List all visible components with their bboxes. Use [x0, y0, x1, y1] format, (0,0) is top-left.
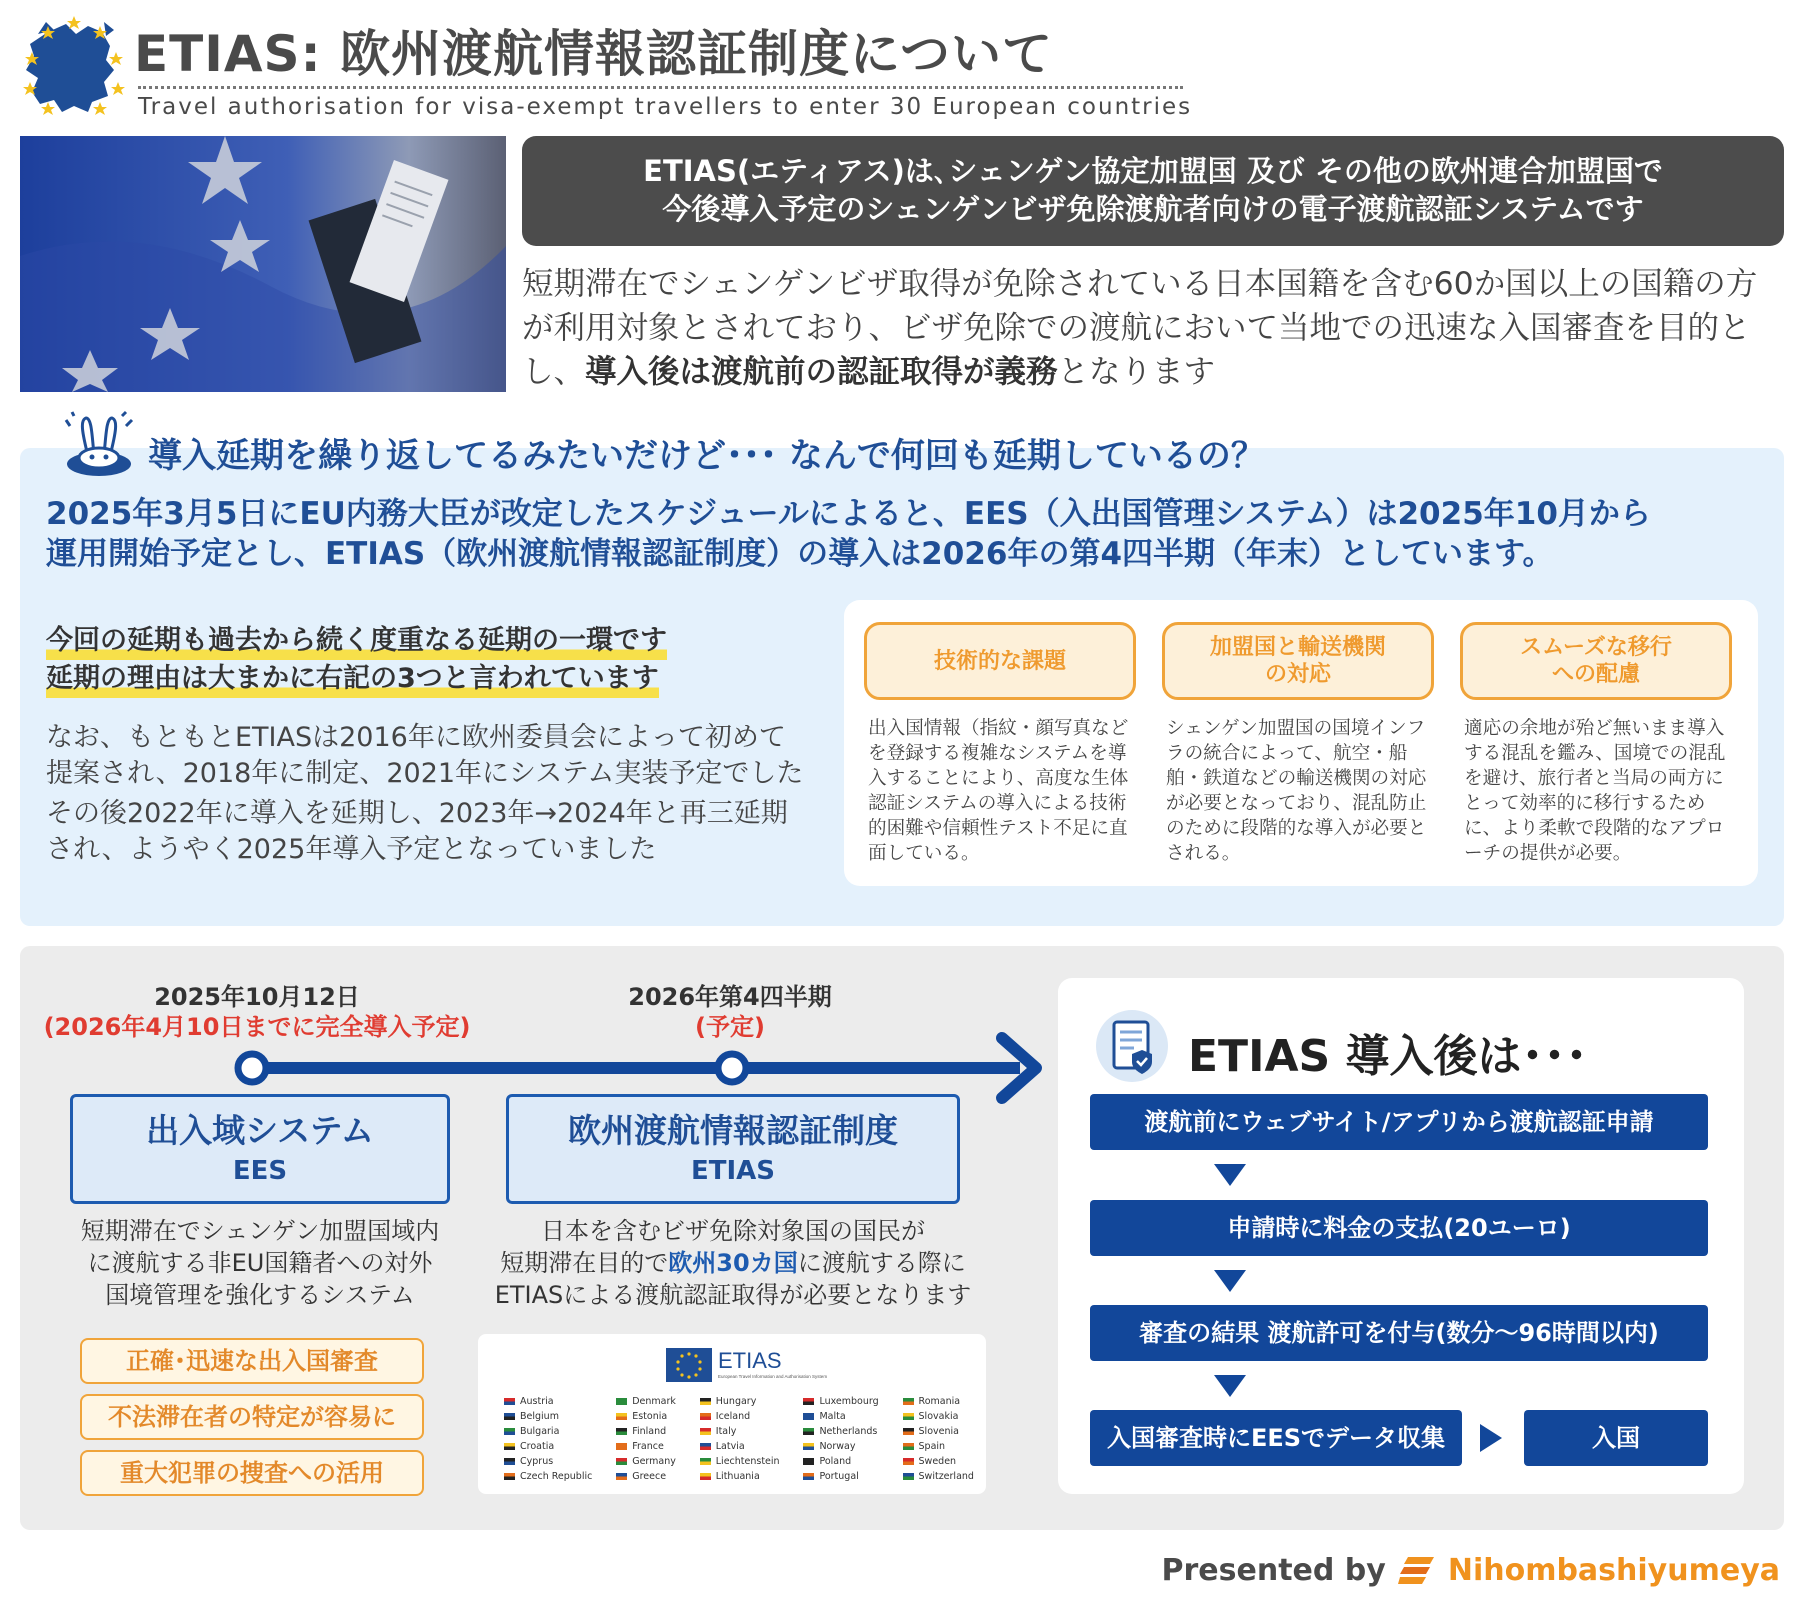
country-flag-icon	[803, 1443, 814, 1450]
country-item	[504, 1439, 592, 1454]
country-item	[700, 1394, 780, 1409]
country-item	[903, 1454, 974, 1469]
country-item	[616, 1439, 676, 1454]
step-entry: 入国	[1524, 1410, 1708, 1466]
flow-down-arrow	[1214, 1164, 1246, 1186]
date-note: (2026年4月10日までに完全導入予定)	[43, 1013, 471, 1041]
intro-banner	[522, 136, 1784, 246]
delay-lead-line1: 2025年3月5日にEU内務大臣が改定したスケジュールによると、EES（入出国管理システム）は2025年10月から	[46, 496, 1651, 532]
reason-title-line: 技術的な課題	[933, 648, 1066, 674]
country-flag-icon	[903, 1413, 914, 1420]
etias-desc-line	[468, 1247, 998, 1279]
country-flag-icon	[700, 1443, 711, 1450]
reason-description: 適応の余地が殆ど無いまま導入する混乱を鑑み、国境での混乱を避け、旅行者と当局の両方にとって効率的に移行するために、より柔軟で段階的なアプローチの提供が必要。	[1464, 718, 1726, 864]
etias-name: 欧州渡航情報認証制度	[568, 1111, 898, 1150]
ees-name: 出入域システム	[146, 1111, 374, 1150]
etias-countries-card	[478, 1334, 986, 1494]
country-flag-icon	[803, 1413, 814, 1420]
country-item	[803, 1424, 878, 1439]
history-line: 提案され、2018年に制定、2021年にシステム実装予定でした	[46, 758, 804, 789]
brand-name: Nihombashiyumeya	[1447, 1552, 1780, 1588]
flow-down-arrow	[1214, 1375, 1246, 1397]
country-flag-icon	[803, 1428, 814, 1435]
country-name: Malta	[819, 1411, 846, 1422]
intro-text-bold: 導入後は渡航前の認証取得が義務	[585, 354, 1058, 390]
country-name: Luxembourg	[819, 1396, 879, 1407]
etias-abbr: ETIAS	[690, 1156, 776, 1186]
document-shield-icon	[1094, 1008, 1170, 1084]
country-flag-icon	[504, 1413, 515, 1420]
country-flag-icon	[803, 1458, 814, 1465]
country-name: Liechtenstein	[715, 1456, 780, 1467]
country-item	[504, 1469, 592, 1484]
flow-down-arrow	[1214, 1270, 1246, 1292]
history-line: なお、もともとETIASは2016年に欧州委員会によって初めて	[46, 722, 786, 753]
intro-text-plain: 短期滞在でシェンゲンビザ取得が免除されている日本国籍を含む60か国以上の国籍の方が利用対象とされており、ビザ免除での渡航において当地での迅速な入国審査を目的とし、	[522, 266, 1758, 390]
intro-banner-line2: 今後導入予定のシェンゲンビザ免除渡航者向けの電子渡航認証システムです	[662, 192, 1644, 226]
after-etias-title: ETIAS 導入後は･･･	[1188, 1031, 1588, 1082]
country-item	[700, 1454, 780, 1469]
rabbit-mascot-icon	[60, 412, 138, 480]
ees-desc-line: 短期滞在でシェンゲン加盟国域内	[80, 1217, 440, 1245]
country-column	[903, 1394, 974, 1484]
country-item	[700, 1439, 780, 1454]
reason-technical	[864, 622, 1136, 866]
country-name: Lithuania	[715, 1471, 760, 1482]
delay-history-p2	[46, 796, 846, 868]
country-name: Iceland	[715, 1411, 751, 1422]
country-item	[700, 1469, 780, 1484]
country-name: Czech Republic	[520, 1471, 593, 1482]
country-item	[616, 1394, 676, 1409]
country-item	[903, 1439, 974, 1454]
country-name: Netherlands	[819, 1426, 878, 1437]
country-name: Hungary	[715, 1396, 757, 1407]
country-flag-icon	[616, 1473, 627, 1480]
country-flag-icon	[700, 1458, 711, 1465]
country-name: Norway	[819, 1441, 856, 1452]
country-name: Bulgaria	[520, 1426, 560, 1437]
country-item	[700, 1409, 780, 1424]
delay-history	[46, 720, 846, 868]
etias-desc-line: ETIASによる渡航認証取得が必要となります	[494, 1281, 972, 1309]
reason-title-line: 加盟国と輸送機関	[1209, 635, 1386, 660]
timeline-arrow	[230, 1028, 1060, 1102]
history-line: され、ようやく2025年導入予定となっていました	[46, 834, 657, 865]
country-flag-icon	[616, 1428, 627, 1435]
country-name: Romania	[918, 1396, 961, 1407]
country-name: Poland	[819, 1456, 852, 1467]
step-review-approval: 審査の結果 渡航許可を付与(数分～96時間以内)	[1090, 1305, 1708, 1361]
country-name: Belgium	[520, 1411, 559, 1422]
country-item	[903, 1409, 974, 1424]
country-flag-icon	[504, 1443, 515, 1450]
country-flag-icon	[700, 1413, 711, 1420]
page-subtitle: Travel authorisation for visa-exempt travellers to enter 30 European countries	[138, 94, 1193, 120]
country-item	[616, 1469, 676, 1484]
delay-reasons-card	[844, 600, 1758, 886]
etias-logo-text: ETIAS	[718, 1348, 782, 1373]
country-name: Slovenia	[918, 1426, 959, 1437]
timeline-node-etias	[718, 1054, 746, 1082]
reason-description: シェンゲン加盟国の国境インフラの統合によって、航空・船舶・鉄道などの輸送機関の対応が必要となっており、混乱防止のために段階的な導入が必要とされる。	[1166, 718, 1427, 864]
etias-logo	[666, 1346, 828, 1384]
country-item	[903, 1469, 974, 1484]
country-item	[903, 1394, 974, 1409]
history-line: その後2022年に導入を延期し、2023年→2024年と再三延期	[46, 798, 788, 829]
country-name: Estonia	[632, 1411, 668, 1422]
country-flag-icon	[903, 1458, 914, 1465]
reason-description: 出入国情報（指紋・顔写真などを登録する複雑なシステムを導入することにより、高度な生体認証システムの導入による技術的困難や信頼性テスト不足に直面している。	[868, 718, 1129, 864]
country-name: France	[632, 1441, 664, 1452]
country-item	[504, 1424, 592, 1439]
country-item	[616, 1409, 676, 1424]
step-pay-fee: 申請時に料金の支払(20ユーロ)	[1090, 1200, 1708, 1256]
reason-title	[1162, 622, 1434, 700]
reason-title	[1460, 622, 1732, 700]
country-flag-icon	[903, 1398, 914, 1405]
country-column	[504, 1394, 592, 1484]
reason-member-states	[1162, 622, 1434, 866]
country-flag-icon	[616, 1413, 627, 1420]
reason-title-line: の対応	[1264, 662, 1331, 687]
country-name: Cyprus	[520, 1456, 554, 1467]
country-flag-icon	[903, 1443, 914, 1450]
etias-desc-part: 短期滞在目的で	[500, 1249, 669, 1277]
timeline-node-ees	[238, 1054, 266, 1082]
country-name: Finland	[632, 1426, 667, 1437]
country-column	[616, 1394, 676, 1484]
intro-text-end: となります	[1057, 354, 1216, 390]
country-flag-icon	[700, 1428, 711, 1435]
country-name: Slovakia	[918, 1411, 959, 1422]
brand-logo-icon	[1398, 1555, 1436, 1585]
delay-lead-line2: 運用開始予定とし、ETIAS（欧州渡航情報認証制度）の導入は2026年の第4四半期（年末）としています。	[46, 536, 1554, 572]
country-columns	[504, 1394, 974, 1484]
country-item	[803, 1469, 878, 1484]
reason-title-line: スムーズな移行	[1520, 635, 1672, 660]
etias-30-countries: 欧州30カ国	[668, 1249, 798, 1277]
country-flag-icon	[616, 1398, 627, 1405]
country-name: Germany	[632, 1456, 676, 1467]
delay-question: 導入延期を繰り返してるみたいだけど･･･ なんで何回も延期しているの？	[148, 436, 1265, 476]
country-item	[803, 1394, 878, 1409]
benefit-badge: 正確･迅速な出入国審査	[80, 1338, 424, 1384]
country-column	[700, 1394, 780, 1484]
delay-schedule-lead	[46, 494, 1776, 574]
etias-desc-line: 日本を含むビザ免除対象国の国民が	[541, 1217, 925, 1245]
country-item	[903, 1424, 974, 1439]
country-flag-icon	[803, 1473, 814, 1480]
reason-title-line: への配慮	[1551, 662, 1640, 687]
country-name: Switzerland	[918, 1471, 974, 1482]
country-flag-icon	[504, 1428, 515, 1435]
benefit-badge: 不法滞在者の特定が容易に	[80, 1394, 424, 1440]
date-label: 2025年10月12日	[154, 983, 360, 1011]
country-name: Austria	[520, 1396, 554, 1407]
delay-highlight-line2: 延期の理由は大まかに右記の3つと言われています	[46, 660, 659, 698]
country-name: Italy	[715, 1426, 737, 1437]
country-item	[803, 1439, 878, 1454]
country-flag-icon	[700, 1398, 711, 1405]
country-flag-icon	[700, 1473, 711, 1480]
country-name: Greece	[632, 1471, 667, 1482]
intro-paragraph	[522, 262, 1784, 394]
country-name: Spain	[918, 1441, 946, 1452]
country-flag-icon	[803, 1398, 814, 1405]
ees-desc-line: 国境管理を強化するシステム	[105, 1281, 415, 1309]
etias-description	[468, 1215, 998, 1311]
delay-history-p1	[46, 720, 846, 792]
etias-logo-sub: European Travel Information and Authorisation System	[718, 1374, 828, 1379]
country-item	[504, 1409, 592, 1424]
country-flag-icon	[616, 1458, 627, 1465]
page-header	[18, 10, 1218, 125]
step-ees-data-collection: 入国審査時にEESでデータ収集	[1090, 1410, 1462, 1466]
ees-system-box	[70, 1094, 450, 1204]
date-note: (予定)	[695, 1013, 765, 1041]
reason-smooth-transition	[1460, 622, 1732, 866]
country-name: Sweden	[918, 1456, 957, 1467]
country-item	[504, 1394, 592, 1409]
etias-system-box	[506, 1094, 960, 1204]
benefit-badge: 重大犯罪の捜査への活用	[80, 1450, 424, 1496]
reason-title	[864, 622, 1136, 700]
eu-flag-boarding-pass-photo	[20, 136, 506, 392]
delay-highlight-line1: 今回の延期も過去から続く度重なる延期の一環です	[46, 622, 667, 660]
delay-highlight	[46, 622, 667, 698]
country-flag-icon	[903, 1473, 914, 1480]
country-name: Denmark	[632, 1396, 676, 1407]
country-flag-icon	[504, 1398, 515, 1405]
country-item	[803, 1409, 878, 1424]
step-apply-online: 渡航前にウェブサイト/アプリから渡航認証申請	[1090, 1094, 1708, 1150]
country-name: Croatia	[520, 1441, 555, 1452]
ees-desc-line: に渡航する非EU国籍者への対外	[87, 1249, 433, 1277]
country-flag-icon	[616, 1443, 627, 1450]
country-flag-icon	[504, 1473, 515, 1480]
flow-right-arrow	[1480, 1424, 1502, 1452]
europe-map-logo	[18, 12, 130, 120]
intro-banner-line1: ETIAS(エティアス)は､シェンゲン協定加盟国 及び その他の欧州連合加盟国で	[643, 154, 1663, 188]
country-item	[616, 1424, 676, 1439]
country-flag-icon	[504, 1458, 515, 1465]
country-column	[803, 1394, 878, 1484]
country-item	[803, 1454, 878, 1469]
ees-description	[40, 1215, 480, 1311]
page-title: ETIAS: 欧州渡航情報認証制度について	[134, 25, 1053, 83]
ees-abbr: EES	[232, 1156, 288, 1186]
country-item	[504, 1454, 592, 1469]
country-name: Latvia	[715, 1441, 745, 1452]
date-label: 2026年第4四半期	[628, 983, 832, 1011]
footer	[1162, 1550, 1780, 1590]
country-name: Portugal	[819, 1471, 859, 1482]
country-flag-icon	[903, 1428, 914, 1435]
etias-desc-part: に渡航する際に	[797, 1249, 966, 1277]
country-item	[700, 1424, 780, 1439]
country-item	[616, 1454, 676, 1469]
title-divider	[138, 86, 1183, 89]
presented-by-label: Presented by	[1161, 1552, 1386, 1588]
